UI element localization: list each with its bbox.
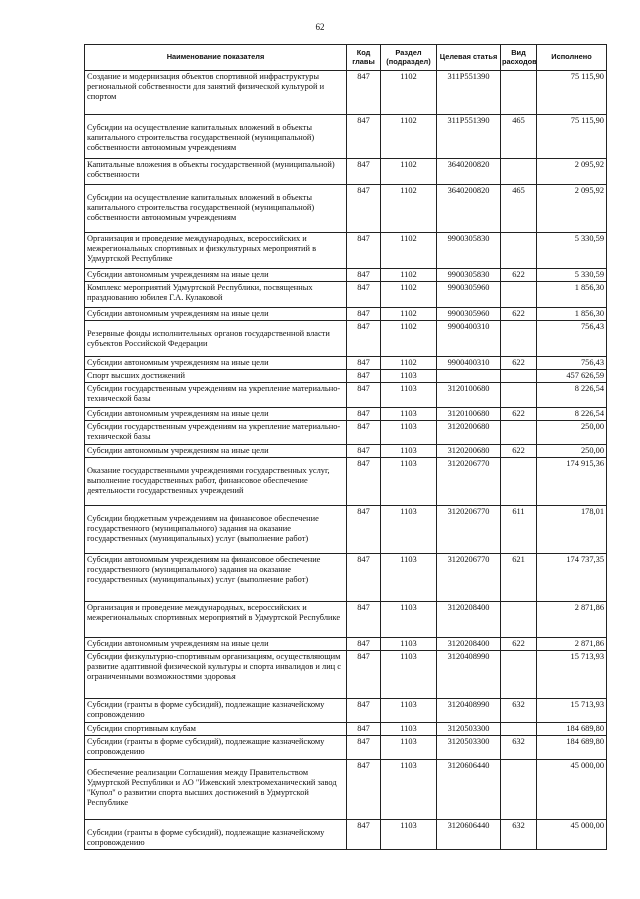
row-target-item: 3120408990	[437, 651, 501, 699]
row-executed-amount: 756,43	[537, 357, 607, 370]
row-executed-amount: 174 737,35	[537, 554, 607, 602]
row-name: Резервные фонды исполнительных органов государственной власти субъектов Российской Федерации	[85, 321, 347, 357]
row-target-item: 3120208400	[437, 638, 501, 651]
row-executed-amount: 178,01	[537, 506, 607, 554]
row-section: 1103	[381, 506, 437, 554]
row-chapter-code: 847	[347, 554, 381, 602]
row-section: 1103	[381, 370, 437, 383]
table-row	[85, 383, 607, 408]
row-section: 1103	[381, 736, 437, 760]
table-row	[85, 233, 607, 269]
row-expense-kind: 632	[501, 736, 537, 760]
row-expense-kind: 622	[501, 269, 537, 282]
row-section: 1103	[381, 445, 437, 458]
row-section: 1103	[381, 699, 437, 723]
row-expense-kind	[501, 602, 537, 638]
row-section: 1102	[381, 269, 437, 282]
row-target-item: 9900305960	[437, 282, 501, 308]
row-chapter-code: 847	[347, 723, 381, 736]
row-name: Субсидии автономным учреждениям на иные цели	[85, 445, 347, 458]
row-target-item: 311P551390	[437, 71, 501, 115]
table-row	[85, 282, 607, 308]
table-row	[85, 321, 607, 357]
row-executed-amount: 15 713,93	[537, 699, 607, 723]
row-name: Субсидии спортивным клубам	[85, 723, 347, 736]
row-executed-amount: 2 095,92	[537, 185, 607, 233]
row-section: 1103	[381, 421, 437, 445]
row-expense-kind	[501, 421, 537, 445]
row-target-item: 3120200680	[437, 421, 501, 445]
table-row	[85, 736, 607, 760]
row-executed-amount: 5 330,59	[537, 269, 607, 282]
row-chapter-code: 847	[347, 321, 381, 357]
table-row	[85, 370, 607, 383]
row-section: 1102	[381, 159, 437, 185]
table-row	[85, 638, 607, 651]
row-executed-amount: 184 689,80	[537, 723, 607, 736]
row-expense-kind: 611	[501, 506, 537, 554]
table-row	[85, 159, 607, 185]
row-target-item: 3120408990	[437, 699, 501, 723]
header-target-item: Целевая статья	[437, 45, 501, 71]
row-name: Оказание государственными учреждениями государственных услуг, выполнение государственных работ, финансовое обеспечение деятельности государственных учреждений	[85, 458, 347, 506]
row-section: 1102	[381, 185, 437, 233]
row-executed-amount: 756,43	[537, 321, 607, 357]
row-target-item: 3120606440	[437, 820, 501, 850]
row-chapter-code: 847	[347, 115, 381, 159]
row-target-item: 3120100680	[437, 408, 501, 421]
row-expense-kind	[501, 723, 537, 736]
row-expense-kind	[501, 71, 537, 115]
row-chapter-code: 847	[347, 233, 381, 269]
table-row	[85, 308, 607, 321]
row-expense-kind	[501, 760, 537, 820]
row-section: 1102	[381, 357, 437, 370]
row-section: 1102	[381, 115, 437, 159]
row-executed-amount: 1 856,30	[537, 308, 607, 321]
row-expense-kind	[501, 458, 537, 506]
table-row	[85, 115, 607, 159]
row-name: Создание и модернизация объектов спортивной инфраструктуры региональной собственности для занятий физической культурой и спортом	[85, 71, 347, 115]
row-expense-kind: 632	[501, 820, 537, 850]
row-name: Субсидии на осуществление капитальных вложений в объекты капитального строительства государственной (муниципальной) собственности автономным учреждениям	[85, 115, 347, 159]
table-row	[85, 445, 607, 458]
row-executed-amount: 250,00	[537, 445, 607, 458]
row-executed-amount: 8 226,54	[537, 383, 607, 408]
row-target-item: 3120208400	[437, 602, 501, 638]
row-chapter-code: 847	[347, 282, 381, 308]
row-section: 1102	[381, 233, 437, 269]
table-row	[85, 421, 607, 445]
header-name: Наименование показателя	[85, 45, 347, 71]
row-expense-kind: 622	[501, 408, 537, 421]
row-executed-amount: 457 626,59	[537, 370, 607, 383]
row-expense-kind: 465	[501, 185, 537, 233]
row-target-item: 3120503300	[437, 723, 501, 736]
row-name: Организация и проведение международных, всероссийских и межрегиональных спортивных и физкультурных мероприятий в Удмуртской Республике	[85, 233, 347, 269]
table-row	[85, 602, 607, 638]
row-name: Субсидии (гранты в форме субсидий), подлежащие казначейскому сопровождению	[85, 699, 347, 723]
header-executed: Исполнено	[537, 45, 607, 71]
row-chapter-code: 847	[347, 736, 381, 760]
row-target-item: 3120206770	[437, 554, 501, 602]
row-name: Спорт высших достижений	[85, 370, 347, 383]
row-chapter-code: 847	[347, 269, 381, 282]
row-section: 1103	[381, 760, 437, 820]
row-chapter-code: 847	[347, 370, 381, 383]
row-expense-kind: 622	[501, 357, 537, 370]
table-row	[85, 357, 607, 370]
row-target-item: 311P551390	[437, 115, 501, 159]
row-expense-kind: 622	[501, 308, 537, 321]
row-executed-amount: 174 915,36	[537, 458, 607, 506]
header-section: Раздел (подраздел)	[381, 45, 437, 71]
row-executed-amount: 250,00	[537, 421, 607, 445]
row-executed-amount: 2 871,86	[537, 638, 607, 651]
row-chapter-code: 847	[347, 185, 381, 233]
row-target-item: 3120206770	[437, 458, 501, 506]
row-executed-amount: 75 115,90	[537, 71, 607, 115]
row-target-item: 3120200680	[437, 445, 501, 458]
row-name: Субсидии (гранты в форме субсидий), подлежащие казначейскому сопровождению	[85, 820, 347, 850]
row-target-item	[437, 370, 501, 383]
row-executed-amount: 45 000,00	[537, 820, 607, 850]
row-target-item: 3640200820	[437, 185, 501, 233]
row-name: Комплекс мероприятий Удмуртской Республики, посвященных празднованию юбилея Г.А. Кулаковой	[85, 282, 347, 308]
row-executed-amount: 2 871,86	[537, 602, 607, 638]
table-row	[85, 408, 607, 421]
row-executed-amount: 75 115,90	[537, 115, 607, 159]
table-row	[85, 269, 607, 282]
row-name: Субсидии автономным учреждениям на иные цели	[85, 638, 347, 651]
row-chapter-code: 847	[347, 308, 381, 321]
row-target-item: 9900400310	[437, 321, 501, 357]
header-expense-kind: Вид расходов	[501, 45, 537, 71]
row-name: Обеспечение реализации Соглашения между Правительством Удмуртской Республики и АО "Ижевский электромеханический завод "Купол" о развитии спорта высших достижений в Удмуртской Республике	[85, 760, 347, 820]
table-row	[85, 506, 607, 554]
row-chapter-code: 847	[347, 760, 381, 820]
row-section: 1103	[381, 602, 437, 638]
row-section: 1102	[381, 282, 437, 308]
row-name: Субсидии автономным учреждениям на иные цели	[85, 269, 347, 282]
table-row	[85, 699, 607, 723]
row-executed-amount: 15 713,93	[537, 651, 607, 699]
table-row	[85, 820, 607, 850]
row-chapter-code: 847	[347, 383, 381, 408]
row-section: 1103	[381, 383, 437, 408]
table-row	[85, 71, 607, 115]
row-section: 1102	[381, 308, 437, 321]
row-name: Субсидии государственным учреждениям на укрепление материально-технической базы	[85, 383, 347, 408]
row-target-item: 9900305830	[437, 269, 501, 282]
row-expense-kind: 465	[501, 115, 537, 159]
row-target-item: 3120503300	[437, 736, 501, 760]
row-section: 1103	[381, 458, 437, 506]
row-section: 1102	[381, 71, 437, 115]
table-row	[85, 458, 607, 506]
row-chapter-code: 847	[347, 357, 381, 370]
row-expense-kind: 621	[501, 554, 537, 602]
row-expense-kind: 632	[501, 699, 537, 723]
row-chapter-code: 847	[347, 638, 381, 651]
row-section: 1103	[381, 723, 437, 736]
row-executed-amount: 1 856,30	[537, 282, 607, 308]
row-name: Организация и проведение международных, всероссийских и межрегиональных спортивных мероприятий в Удмуртской Республике	[85, 602, 347, 638]
row-target-item: 9900305830	[437, 233, 501, 269]
row-section: 1103	[381, 820, 437, 850]
row-chapter-code: 847	[347, 820, 381, 850]
row-name: Капитальные вложения в объекты государственной (муниципальной) собственности	[85, 159, 347, 185]
row-chapter-code: 847	[347, 602, 381, 638]
row-section: 1103	[381, 408, 437, 421]
row-target-item: 9900400310	[437, 357, 501, 370]
row-section: 1103	[381, 554, 437, 602]
row-chapter-code: 847	[347, 421, 381, 445]
row-expense-kind	[501, 282, 537, 308]
table-row	[85, 651, 607, 699]
row-expense-kind	[501, 159, 537, 185]
row-name: Субсидии автономным учреждениям на иные цели	[85, 308, 347, 321]
table-row	[85, 723, 607, 736]
table-row	[85, 760, 607, 820]
row-chapter-code: 847	[347, 699, 381, 723]
row-expense-kind	[501, 233, 537, 269]
row-target-item: 3120206770	[437, 506, 501, 554]
row-chapter-code: 847	[347, 159, 381, 185]
row-chapter-code: 847	[347, 458, 381, 506]
row-executed-amount: 2 095,92	[537, 159, 607, 185]
row-expense-kind	[501, 383, 537, 408]
table-row	[85, 554, 607, 602]
row-target-item: 3640200820	[437, 159, 501, 185]
row-expense-kind	[501, 370, 537, 383]
row-section: 1103	[381, 651, 437, 699]
row-target-item: 3120100680	[437, 383, 501, 408]
row-target-item: 3120606440	[437, 760, 501, 820]
row-executed-amount: 5 330,59	[537, 233, 607, 269]
row-name: Субсидии физкультурно-спортивным организациям, осуществляющим развитие адаптивной физической культуры и спорта инвалидов и лиц с ограниченными возможностями здоровья	[85, 651, 347, 699]
row-expense-kind: 622	[501, 445, 537, 458]
row-name: Субсидии автономным учреждениям на иные цели	[85, 408, 347, 421]
header-chapter-code: Код главы	[347, 45, 381, 71]
row-executed-amount: 8 226,54	[537, 408, 607, 421]
row-name: Субсидии бюджетным учреждениям на финансовое обеспечение государственного (муниципального) задания на оказание государственных (муниципальных) услуг (выполнение работ)	[85, 506, 347, 554]
row-section: 1102	[381, 321, 437, 357]
row-name: Субсидии автономным учреждениям на финансовое обеспечение государственного (муниципального) задания на оказание государственных (муниципальных) услуг (выполнение работ)	[85, 554, 347, 602]
row-name: Субсидии государственным учреждениям на укрепление материально-технической базы	[85, 421, 347, 445]
row-target-item: 9900305960	[437, 308, 501, 321]
table-row	[85, 185, 607, 233]
row-executed-amount: 184 689,80	[537, 736, 607, 760]
page-number: 62	[315, 22, 325, 32]
row-name: Субсидии на осуществление капитальных вложений в объекты капитального строительства государственной (муниципальной) собственности автономным учреждениям	[85, 185, 347, 233]
row-chapter-code: 847	[347, 445, 381, 458]
row-name: Субсидии автономным учреждениям на иные цели	[85, 357, 347, 370]
expenditure-table	[84, 44, 607, 850]
row-executed-amount: 45 000,00	[537, 760, 607, 820]
row-chapter-code: 847	[347, 651, 381, 699]
row-chapter-code: 847	[347, 506, 381, 554]
row-expense-kind: 622	[501, 638, 537, 651]
row-chapter-code: 847	[347, 71, 381, 115]
row-section: 1103	[381, 638, 437, 651]
row-name: Субсидии (гранты в форме субсидий), подлежащие казначейскому сопровождению	[85, 736, 347, 760]
row-expense-kind	[501, 651, 537, 699]
row-expense-kind	[501, 321, 537, 357]
row-chapter-code: 847	[347, 408, 381, 421]
